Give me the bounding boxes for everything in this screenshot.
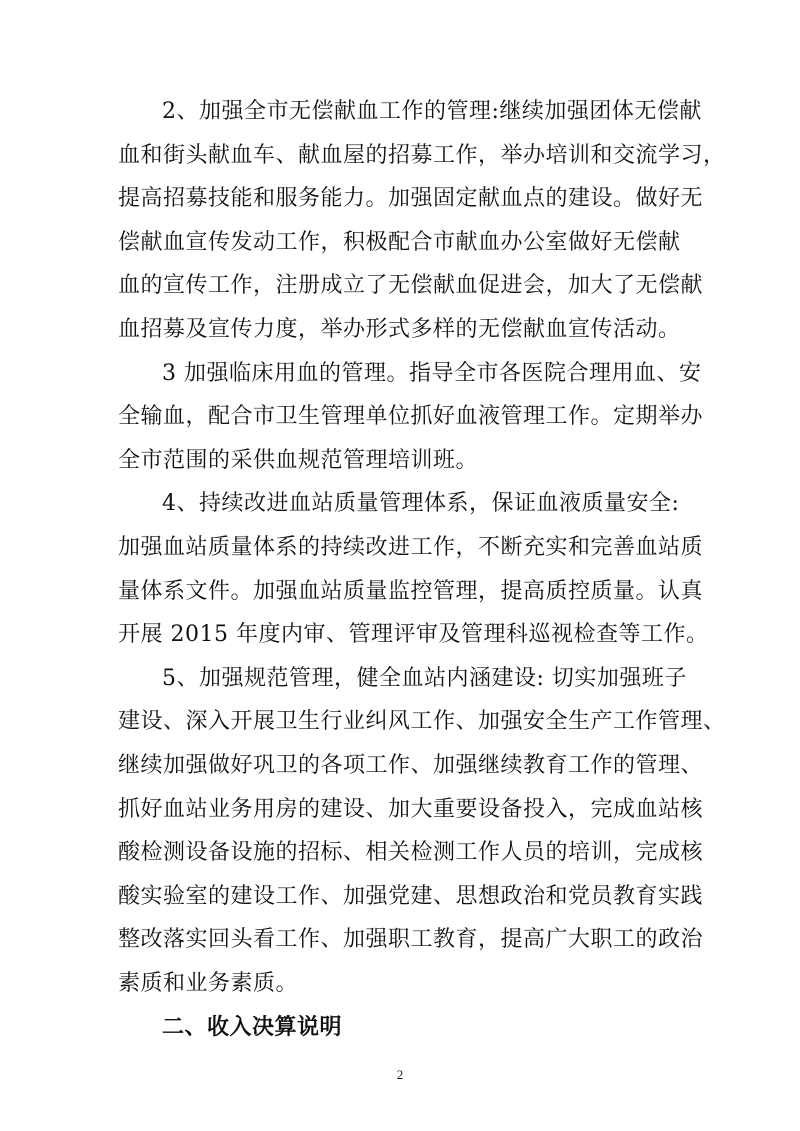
paragraph-2-line-1: 3 加强临床用血的管理。指导全市各医院合理用血、安	[162, 360, 702, 386]
paragraph-1-line-2: 血和街头献血车、献血屋的招募工作，举办培训和交流学习，	[118, 142, 726, 168]
page-number: 2	[396, 1066, 404, 1082]
paragraph-3-line-3: 量体系文件。加强血站质量监控管理，提高质控质量。认真	[118, 578, 704, 604]
paragraph-1-line-1: 2、加强全市无偿献血工作的管理:继续加强团体无偿献	[162, 99, 702, 124]
paragraph-2-line-3: 全市范围的采供血规范管理培训班。	[118, 447, 479, 473]
paragraph-4-line-2: 建设、深入开展卫生行业纠风工作、加强安全生产工作管理、	[118, 709, 726, 735]
paragraph-3-line-4: 开展 2015 年度内审、管理评审及管理科巡视检查等工作。	[118, 622, 709, 648]
paragraph-1-line-3: 提高招募技能和服务能力。加强固定献血点的建设。做好无	[118, 186, 704, 212]
paragraph-4-line-6: 酸实验室的建设工作、加强党建、思想政治和党员教育实践	[118, 883, 704, 909]
paragraph-1-line-5: 血的宣传工作，注册成立了无偿献血促进会，加大了无偿献	[118, 273, 704, 299]
paragraph-4-line-3: 继续加强做好巩卫的各项工作、加强继续教育工作的管理、	[118, 753, 704, 778]
section-heading: 二、收入决算说明	[162, 1014, 343, 1040]
paragraph-4-line-8: 素质和业务素质。	[118, 971, 299, 996]
paragraph-3-line-2: 加强血站质量体系的持续改进工作，不断充实和完善血站质	[118, 535, 704, 560]
paragraph-3-line-1: 4、持续改进血站质量管理体系，保证血液质量安全:	[162, 491, 680, 517]
paragraph-4-line-4: 抓好血站业务用房的建设、加大重要设备投入，完成血站核	[118, 796, 704, 822]
paragraph-2-line-2: 全输血，配合市卫生管理单位抓好血液管理工作。定期举办	[118, 404, 704, 430]
paragraph-4-line-5: 酸检测设备设施的招标、相关检测工作人员的培训，完成核	[118, 840, 704, 866]
paragraph-1-line-6: 血招募及宣传力度，举办形式多样的无偿献血宣传活动。	[118, 317, 681, 342]
paragraph-4-line-1: 5、加强规范管理，健全血站内涵建设: 切实加强班子	[162, 665, 687, 691]
paragraph-1-line-4: 偿献血宣传发动工作，积极配合市献血办公室做好无偿献	[118, 229, 681, 255]
paragraph-4-line-7: 整改落实回头看工作、加强职工教育，提高广大职工的政治	[118, 927, 704, 953]
